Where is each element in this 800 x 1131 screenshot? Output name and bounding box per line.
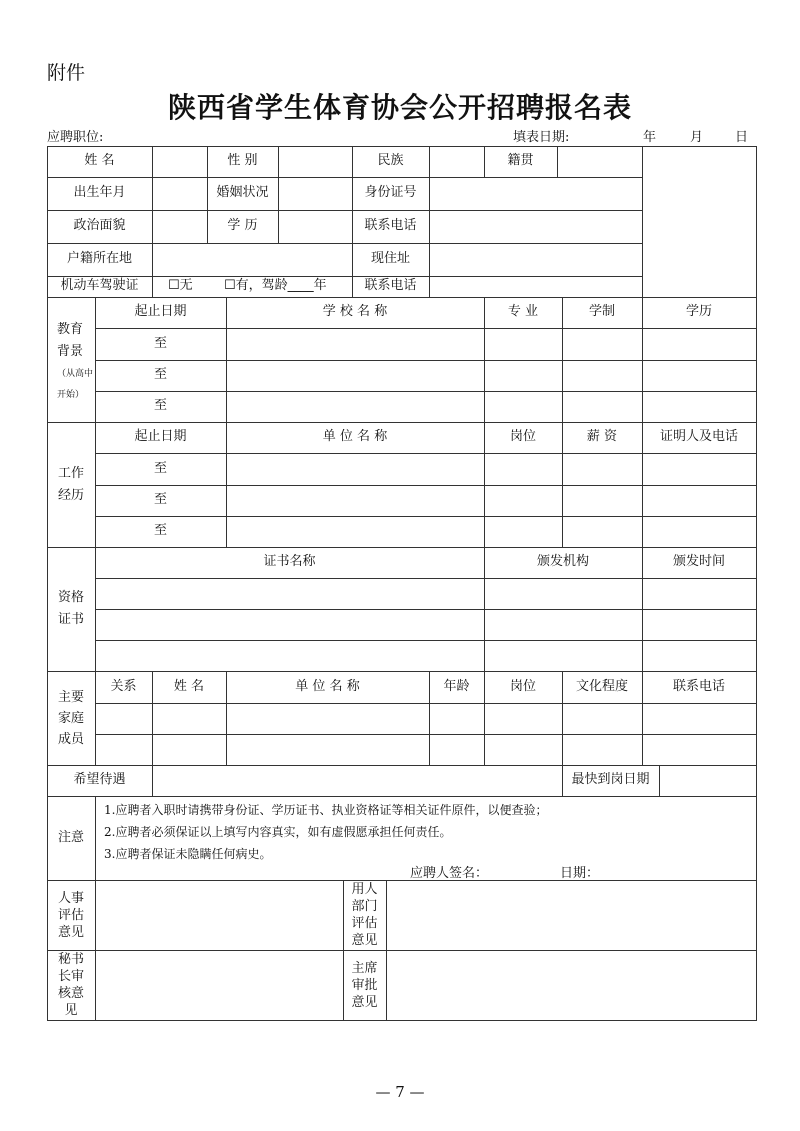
family-label-line3: 成员: [57, 731, 84, 747]
edu-header-degree: 学历: [685, 304, 712, 320]
cert-label-line2: 证书: [57, 612, 84, 627]
year-label: 年: [643, 130, 657, 145]
address-label: 现住址: [370, 251, 410, 267]
birth-field[interactable]: [152, 177, 207, 210]
family-header-position: 岗位: [509, 678, 536, 694]
license-none-checkbox[interactable]: ☐无: [168, 278, 193, 294]
education-label-line2: 背景: [57, 344, 84, 359]
family-header-phone: 联系电话: [672, 678, 725, 694]
grid-line: [95, 609, 757, 610]
gender-label: 性 别: [227, 153, 258, 169]
work-header-dates: 起止日期: [134, 429, 187, 445]
address-field[interactable]: [429, 243, 642, 276]
dept-label-line: 评估: [351, 916, 378, 931]
education-label-line1: 教育: [57, 322, 84, 337]
family-header-company: 单 位 名 称: [295, 678, 360, 694]
birth-label: 出生年月: [73, 185, 126, 201]
start-date-label: 最快到岗日期: [571, 772, 650, 788]
family-label-line1: 主要: [57, 689, 84, 705]
name-field[interactable]: [152, 146, 207, 177]
grid-line: [95, 640, 757, 641]
edu-header-dates: 起止日期: [134, 304, 187, 320]
edu-header-duration: 学制: [588, 304, 615, 320]
notice-label: 注意: [57, 829, 84, 845]
hr-opinion-label: [47, 880, 95, 950]
dept-label-line: 部门: [351, 899, 378, 914]
grid-line: [756, 146, 757, 1021]
work-label-line2: 经历: [57, 487, 84, 503]
id-number-field[interactable]: [429, 177, 642, 210]
education-note-line2: 开始）: [57, 390, 85, 400]
signature-label: 应聘人签名：: [410, 866, 489, 881]
hr-label-line: 意见: [57, 924, 84, 940]
chair-opinion-field[interactable]: [386, 950, 756, 1020]
hr-label-line: 评估: [57, 907, 84, 923]
signature-date-label: 日期：: [560, 866, 600, 881]
notice-item: 1.应聘者入职时请携带身份证、学历证书、执业资格证等相关证件原件，以便查验；: [104, 803, 548, 817]
grid-line: [95, 578, 757, 579]
work-header-position: 岗位: [509, 429, 536, 445]
education-level-field[interactable]: [278, 210, 352, 243]
cert-header-date: 颁发时间: [672, 554, 725, 570]
secretary-opinion-label: [47, 950, 95, 1020]
sec-label-line: 见: [64, 1003, 78, 1018]
hukou-label: 户籍所在地: [66, 251, 132, 267]
family-header-education: 文化程度: [575, 678, 628, 694]
gender-field[interactable]: [278, 146, 352, 177]
grid-line: [95, 734, 757, 735]
chair-opinion-label: [343, 950, 386, 1020]
family-label-line2: 家庭: [57, 710, 84, 726]
sec-label-line: 秘书: [57, 952, 84, 967]
hr-opinion-field[interactable]: [95, 880, 343, 950]
cert-header-issuer: 颁发机构: [536, 554, 589, 570]
work-header-company: 单 位 名 称: [322, 429, 388, 445]
family-header-relation: 关系: [110, 678, 137, 694]
secretary-opinion-field[interactable]: [95, 950, 343, 1020]
marital-field[interactable]: [278, 177, 352, 210]
cert-header-name: 证书名称: [263, 554, 316, 570]
work-label-line1: 工作: [57, 465, 84, 481]
education-section-label: [47, 297, 95, 422]
license-label: 机动车驾驶证: [60, 278, 139, 294]
work-row-date[interactable]: 至: [153, 460, 167, 476]
chair-label-line: 审批: [351, 977, 378, 993]
education-note-line1: （从高中: [57, 369, 94, 379]
cert-label-line1: 资格: [57, 590, 84, 605]
marital-label: 婚姻状况: [216, 185, 269, 201]
dept-label-line: 意见: [351, 933, 378, 948]
family-header-age: 年龄: [443, 678, 470, 694]
attachment-label: 附件: [47, 62, 86, 84]
sec-label-line: 核意: [57, 986, 84, 1001]
phone-field[interactable]: [429, 210, 642, 243]
work-row-date[interactable]: 至: [153, 492, 167, 508]
grid-line: [47, 796, 757, 797]
photo-box: [642, 146, 756, 297]
grid-line: [47, 1020, 757, 1021]
edu-header-major: 专 业: [507, 304, 539, 320]
edu-row-date[interactable]: 至: [153, 335, 167, 351]
month-label: 月: [690, 130, 704, 145]
page-number: — 7 —: [375, 1083, 425, 1101]
family-section-label: [47, 671, 95, 765]
ethnicity-label: 民族: [377, 153, 404, 169]
position-label: 应聘职位:: [47, 130, 104, 145]
edu-header-school: 学 校 名 称: [322, 304, 388, 320]
salary-expectation-field[interactable]: [152, 765, 562, 796]
phone2-label: 联系电话: [364, 278, 417, 294]
id-number-label: 身份证号: [364, 185, 417, 201]
license-yes-checkbox[interactable]: ☐有，驾龄____年: [224, 278, 327, 294]
native-place-field[interactable]: [557, 146, 642, 177]
hukou-field[interactable]: [152, 243, 352, 276]
work-section-label: [47, 422, 95, 547]
political-field[interactable]: [152, 210, 207, 243]
chair-label-line: 意见: [351, 994, 378, 1010]
notice-item: 2.应聘者必须保证以上填写内容真实，如有虚假愿承担任何责任。: [104, 825, 452, 839]
day-label: 日: [735, 130, 749, 145]
ethnicity-field[interactable]: [429, 146, 484, 177]
education-level-label: 学 历: [227, 218, 258, 234]
fill-date-label: 填表日期:: [513, 130, 570, 145]
page-title: 陕西省学生体育协会公开招聘报名表: [167, 91, 632, 124]
dept-opinion-field[interactable]: [386, 880, 756, 950]
sec-label-line: 长审: [57, 969, 84, 984]
native-place-label: 籍贯: [507, 153, 534, 169]
edu-row-date[interactable]: 至: [153, 398, 167, 414]
work-row-date[interactable]: 至: [153, 523, 167, 539]
work-header-salary: 薪 资: [586, 429, 618, 445]
name-label: 姓 名: [84, 153, 115, 169]
salary-expectation-label: 希望待遇: [73, 772, 126, 788]
dept-label-line: 用人: [351, 882, 378, 897]
work-header-reference: 证明人及电话: [659, 429, 738, 445]
family-header-name: 姓 名: [173, 678, 205, 694]
edu-row-date[interactable]: 至: [153, 367, 167, 383]
dept-opinion-label: [343, 880, 386, 950]
chair-label-line: 主席: [351, 960, 378, 976]
hr-label-line: 人事: [57, 890, 84, 906]
phone-label: 联系电话: [364, 218, 417, 234]
certificates-section-label: [47, 547, 95, 671]
notice-item: 3.应聘者保证未隐瞒任何病史。: [104, 847, 272, 861]
start-date-field[interactable]: [659, 765, 756, 796]
phone2-field[interactable]: [429, 276, 642, 297]
political-label: 政治面貌: [73, 218, 126, 234]
grid-line: [95, 703, 757, 704]
